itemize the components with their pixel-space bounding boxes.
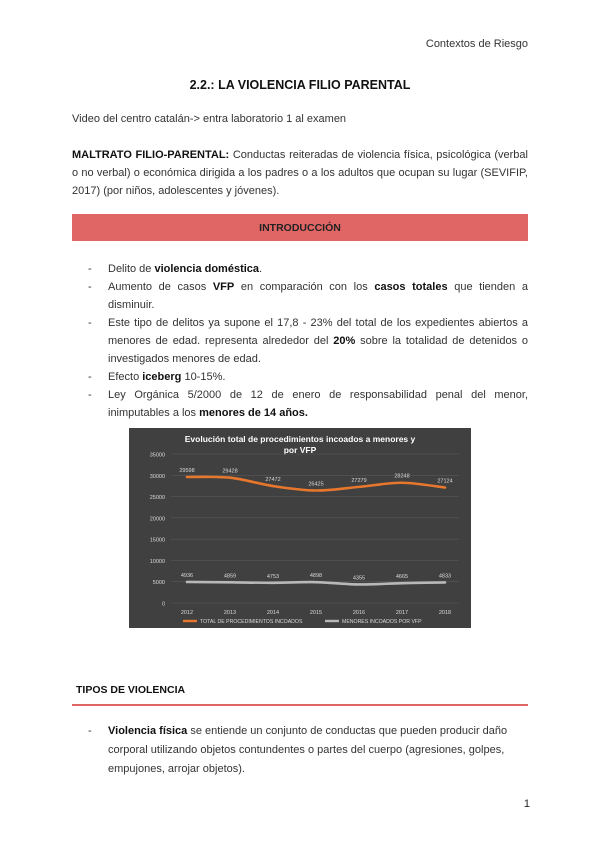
section-title: 2.2.: LA VIOLENCIA FILIO PARENTAL xyxy=(189,78,411,92)
data-label: 26425 xyxy=(308,481,324,488)
data-label: 29428 xyxy=(222,468,238,475)
y-tick-label: 0 xyxy=(161,601,165,608)
list-item: - Delito de violencia doméstica. xyxy=(88,260,528,278)
x-tick-label: 2016 xyxy=(352,610,366,616)
running-header: Contextos de Riesgo xyxy=(425,38,528,50)
x-tick-label: 2012 xyxy=(180,610,194,616)
tipos-list xyxy=(88,722,528,779)
y-tick-label: 20000 xyxy=(149,516,165,523)
definition-term: MALTRATO FILIO-PARENTAL: xyxy=(72,149,230,161)
data-label: 4936 xyxy=(180,572,194,579)
list-item: - Violencia física se entiende un conjunto de conductas que pueden producir daño corporal utilizando objetos contundentes o partes del cuerpo (agresiones, golpes, empujones, arrojar objetos). xyxy=(88,722,528,779)
chart-title-line1: Evolución total de procedimientos incoados a menores y xyxy=(184,434,416,444)
data-label: 4665 xyxy=(395,574,409,581)
definition-paragraph xyxy=(72,146,528,200)
data-label: 27279 xyxy=(351,477,367,484)
data-label: 27472 xyxy=(265,477,281,484)
data-label: 29598 xyxy=(179,467,195,474)
data-label: 28248 xyxy=(394,473,410,480)
chart-svg xyxy=(129,428,471,628)
list-item: - Ley Orgánica 5/2000 de 12 de enero de responsabilidad penal del menor, inimputables a los menores de 14 años. xyxy=(88,386,528,422)
intro-list xyxy=(88,260,528,422)
y-tick-label: 30000 xyxy=(149,473,165,480)
intro-heading-band xyxy=(72,214,528,241)
list-item: - Aumento de casos VFP en comparación con los casos totales que tienden a disminuir. xyxy=(88,278,528,314)
data-label: 27124 xyxy=(437,478,453,485)
y-tick-label: 25000 xyxy=(149,495,165,502)
x-tick-label: 2018 xyxy=(438,610,452,616)
data-label: 4753 xyxy=(266,573,280,580)
data-label: 4833 xyxy=(438,573,452,580)
y-tick-label: 10000 xyxy=(149,558,165,565)
y-tick-label: 5000 xyxy=(152,580,165,587)
page-number: 1 xyxy=(523,798,530,810)
tipos-heading: TIPOS DE VIOLENCIA xyxy=(76,684,186,696)
x-tick-label: 2015 xyxy=(309,610,323,616)
data-label: 4859 xyxy=(223,573,237,580)
x-tick-label: 2017 xyxy=(395,610,409,616)
chart-title-line2: por VFP xyxy=(283,445,317,455)
intro-heading: INTRODUCCIÓN xyxy=(259,221,341,234)
y-tick-label: 15000 xyxy=(149,537,165,544)
data-label: 4355 xyxy=(352,575,366,582)
y-tick-label: 35000 xyxy=(149,452,165,459)
definition-text: Conductas reiteradas de violencia física, psicológica (verbal o no verbal) o económica dirigida a los padres o a los adultos que ocupan su lugar (SEVIFIP, 2017) (por niños, adolescentes y jóvenes). xyxy=(72,149,528,197)
series-line-2 xyxy=(187,582,445,584)
video-note: Video del centro catalán-> entra laboratorio 1 al examen xyxy=(72,113,347,125)
x-tick-label: 2014 xyxy=(266,610,280,616)
legend-label: MENORES INCOADOS POR VFP xyxy=(342,619,422,625)
list-item: - Este tipo de delitos ya supone el 17,8 - 23% del total de los expedientes abiertos a menores de edad. representa alrededor del 20% sobre la totalidad de detenidos o investigados menores de edad. xyxy=(88,314,528,368)
x-tick-label: 2013 xyxy=(223,610,237,616)
data-label: 4898 xyxy=(309,573,323,580)
list-item: - Efecto iceberg 10-15%. xyxy=(88,368,528,386)
line-chart xyxy=(129,428,471,628)
legend-label: TOTAL DE PROCEDIMIENTOS INCOADOS xyxy=(200,619,303,625)
tipos-divider xyxy=(72,704,528,706)
